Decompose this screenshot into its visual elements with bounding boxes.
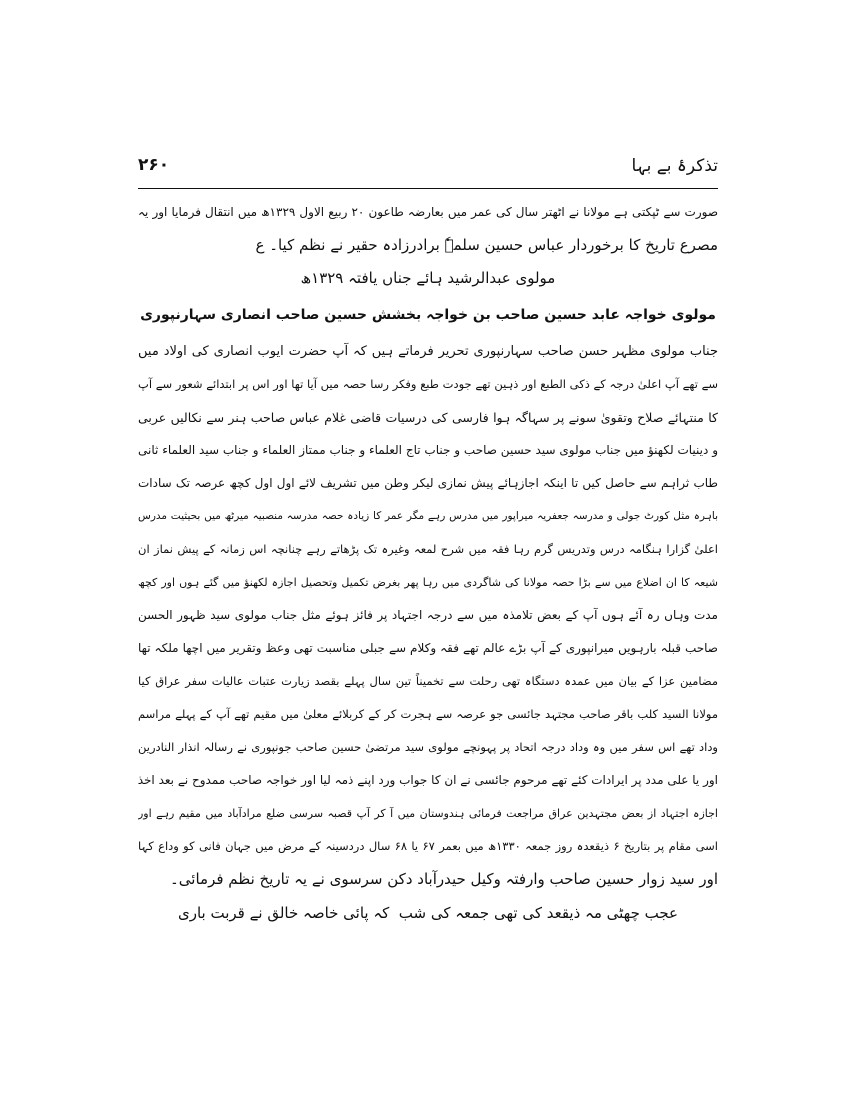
text-line: اسی مقام پر بتاریخ ۶ ذیقعدہ روز جمعہ ۱۳۳۰ھ میں بعمر ۶۷ یا ۶۸ سال دردسینہ کے مرض میں جہان فانی کو وداع کہا bbox=[138, 839, 718, 853]
text-line: اور یا علی مدد پر ایرادات کئے تھے مرحوم جائسی نے ان کا جواب ورد اپنے ذمہ لیا اور خواجہ صاحب ممدوح نے بعد اخذ bbox=[138, 773, 718, 787]
verse-hemistich-2: کہ پائی خاصہ خالق نے قربت باری bbox=[178, 904, 390, 922]
text-line: اور سید زوار حسین صاحب وارفتہ وکیل حیدرآباد دکن سرسوی نے یہ تاریخ نظم فرمائی۔ bbox=[170, 870, 718, 888]
text-line: صورت سے ٹپکتی ہے مولانا نے اٹھتر سال کی عمر میں بعارضہ طاعون ۲۰ ربیع الاول ۱۳۲۹ھ میں انتقال فرمایا اور یہ bbox=[138, 205, 718, 219]
text-line: طاب ثراہم سے حاصل کیں تا اینکہ اجازہائے پیش نمازی لیکر وطن میں تشریف لائے اول اول کچھ عرصہ تک سادات bbox=[138, 476, 718, 490]
text-line: مضامین عزا کے بیان میں عمدہ دستگاہ تھی رحلت سے تخمیناً تین سال پہلے بقصد زیارت عتبات عالیات سفر عراق کیا bbox=[138, 674, 718, 688]
running-head: تذکرۂ بے بہا bbox=[631, 156, 718, 176]
text-line: و دینیات لکھنؤ میں جناب مولوی سید حسین صاحب و جناب تاج العلماء و جناب ممتاز العلماء و جناب سید العلماء ثانی bbox=[138, 443, 718, 457]
text-line: کا منتہائے صلاح وتقویٰ سونے پر سہاگہ ہوا فارسی کی درسیات قاضی غلام عباس صاحب ہنر سے نکالیں عربی bbox=[138, 410, 718, 425]
text-line: مولانا السید کلب باقر صاحب مجتہد جائسی جو عرصہ سے ہجرت کر کے کربلائے معلیٰ میں مقیم تھے آپ کے پہلے مراسم bbox=[138, 707, 718, 721]
text-line: اعلیٰ گزارا ہنگامہ درس وتدریس گرم رہا فقہ میں شرح لمعہ وغیرہ تک پڑھاتے رہے چنانچہ اس زمانہ کے پیش نماز ان bbox=[138, 542, 718, 556]
verse-hemistich-1: عجب چھٹی مہ ذیقعد کی تھی جمعہ کی شب bbox=[398, 904, 678, 922]
page-number: ۲۶۰ bbox=[138, 155, 170, 175]
text-line: شیعہ کا ان اضلاع میں سے بڑا حصہ مولانا کی شاگردی میں رہا پھر بغرض تکمیل وتحصیل اجازہ لکھنؤ میں گئے ہوں اور کچھ bbox=[138, 576, 718, 589]
text-line: مصرع تاریخ کا برخوردار عباس حسین سلمہٗ برادرزادہ حقیر نے نظم کیا۔ ع bbox=[255, 236, 718, 254]
text-line: وداد تھے اس سفر میں وہ وداد درجہ اتحاد پر پہونچے مولوی سید مرتضیٰ حسین صاحب جونپوری نے رسالہ انذار النادرین bbox=[138, 740, 718, 754]
text-line: سے تھے آپ اعلیٰ درجہ کے ذکی الطبع اور ذہین تھے جودت طبع وفکر رسا حصہ میں آیا تھا اور اس پر ابتدائے شعور سے آپ bbox=[138, 377, 718, 391]
page-body bbox=[138, 196, 718, 930]
verse-couplet bbox=[138, 896, 718, 930]
text-line: اجازہ اجتہاد از بعض مجتہدین عراق مراجعت فرمائی ہندوستان میں آ کر آپ قصبہ سرسی ضلع مرادآباد میں مقیم رہے اور bbox=[138, 807, 718, 820]
page-header bbox=[138, 155, 718, 185]
text-line: باہرہ مثل کورٹ جولی و مدرسہ جعفریہ میراپور میں مدرس رہے مگر عمر کا زیادہ حصہ مدرسہ منصبیہ میرٹھ میں بحیثیت مدرس bbox=[138, 510, 718, 522]
text-line: جناب مولوی مظہر حسن صاحب سہارنپوری تحریر فرماتے ہیں کہ آپ حضرت ایوب انصاری کی اولاد میں bbox=[138, 344, 718, 359]
header-rule bbox=[138, 188, 718, 189]
text-line: صاحب قبلہ بارہویں میرانپوری کے آپ بڑے عالم تھے فقہ وکلام سے جبلی مناسبت تھی وعظ وتقریر میں اچھا ملکہ تھا bbox=[138, 641, 718, 655]
text-line: مدت وہاں رہ آئے ہوں آپ کے بعض تلامذہ میں سے درجہ اجتہاد پر فائز ہوئے مثل جناب مولوی سید ظہور الحسن bbox=[138, 608, 718, 622]
chronogram-line: مولوی عبدالرشید ہائے جناں یافتہ ۱۳۲۹ھ bbox=[300, 269, 556, 287]
section-heading: مولوی خواجہ عابد حسین صاحب بن خواجہ بخشش حسین صاحب انصاری سہارنپوری bbox=[140, 307, 716, 323]
